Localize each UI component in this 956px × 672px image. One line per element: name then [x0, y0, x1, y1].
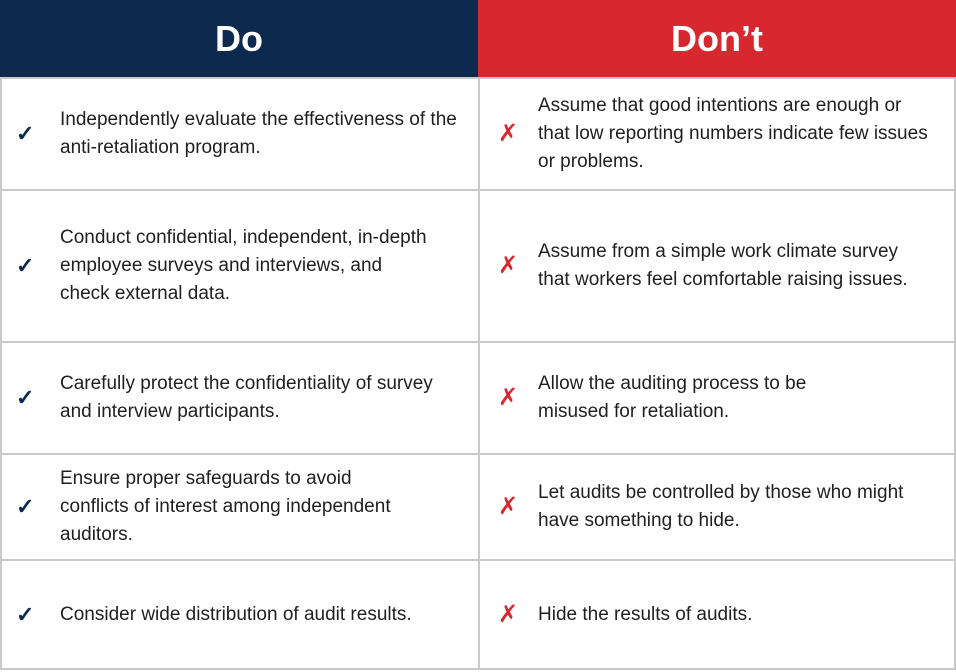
check-icon: ✓ [16, 601, 35, 627]
table-row [0, 77, 956, 191]
check-icon: ✓ [16, 385, 35, 410]
check-icon: ✓ [16, 494, 35, 519]
do-cell [0, 343, 478, 453]
dont-text: Hide the results of audits. [538, 603, 753, 625]
do-text: Consider wide distribution of audit results. [60, 603, 412, 625]
do-cell [0, 191, 478, 341]
dont-cell [478, 79, 956, 189]
do-cell [0, 561, 478, 668]
dont-text: Let audits be controlled by those who might have something to hide. [538, 482, 904, 531]
dont-cell [478, 343, 956, 453]
dont-cell [478, 561, 956, 668]
do-text: Independently evaluate the effectiveness of the anti-retaliation program. [60, 109, 457, 158]
check-icon: ✓ [16, 121, 35, 146]
table-row [0, 455, 956, 561]
do-cell [0, 79, 478, 189]
table-header [0, 0, 956, 77]
cross-icon: ✗ [498, 493, 519, 520]
dont-header: Don’t [478, 0, 956, 77]
do-text: Ensure proper safeguards to avoid conflicts of interest among independent auditors. [60, 468, 391, 545]
cross-icon: ✗ [498, 120, 519, 147]
do-header: Do [0, 0, 478, 77]
table-row [0, 561, 956, 670]
cross-icon: ✗ [498, 384, 519, 411]
dont-cell [478, 455, 956, 559]
table-row [0, 343, 956, 455]
do-text: Conduct confidential, independent, in-depth employee surveys and interviews, and check external data. [60, 227, 427, 304]
do-cell [0, 455, 478, 559]
dont-text: Allow the auditing process to be misused for retaliation. [538, 373, 807, 422]
cross-icon: ✗ [498, 600, 519, 628]
table-row [0, 191, 956, 343]
dont-text: Assume that good intentions are enough or that low reporting numbers indicate few issues or problems. [538, 95, 928, 172]
dont-text: Assume from a simple work climate survey that workers feel comfortable raising issues. [538, 241, 908, 290]
check-icon: ✓ [16, 253, 35, 278]
do-text: Carefully protect the confidentiality of survey and interview participants. [60, 373, 433, 422]
cross-icon: ✗ [498, 252, 519, 279]
dont-cell [478, 191, 956, 341]
